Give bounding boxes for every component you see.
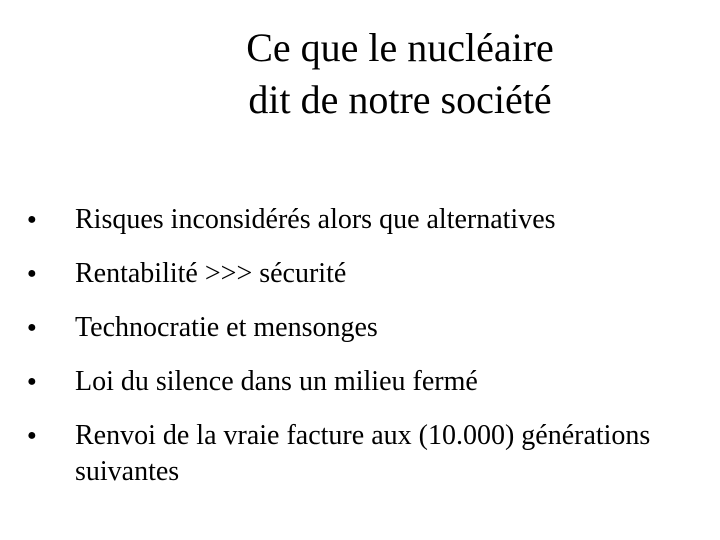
slide-title-line-1: Ce que le nucléaire bbox=[246, 25, 554, 70]
bullet-icon: ● bbox=[27, 373, 37, 390]
bullet-text: Renvoi de la vraie facture aux (10.000) générations suivantes bbox=[75, 420, 651, 487]
bullet-icon: ● bbox=[27, 427, 37, 444]
bullet-text: Loi du silence dans un milieu fermé bbox=[75, 366, 478, 397]
bullet-text: Rentabilité >>> sécurité bbox=[75, 258, 347, 289]
bullet-text: Technocratie et mensonges bbox=[75, 312, 378, 343]
bullet-text: Risques inconsidérés alors que alternatives bbox=[75, 204, 556, 235]
bullet-icon: ● bbox=[27, 211, 37, 228]
bullet-icon: ● bbox=[27, 319, 37, 336]
bullet-icon: ● bbox=[27, 265, 37, 282]
slide-title-line-2: dit de notre société bbox=[248, 77, 552, 122]
